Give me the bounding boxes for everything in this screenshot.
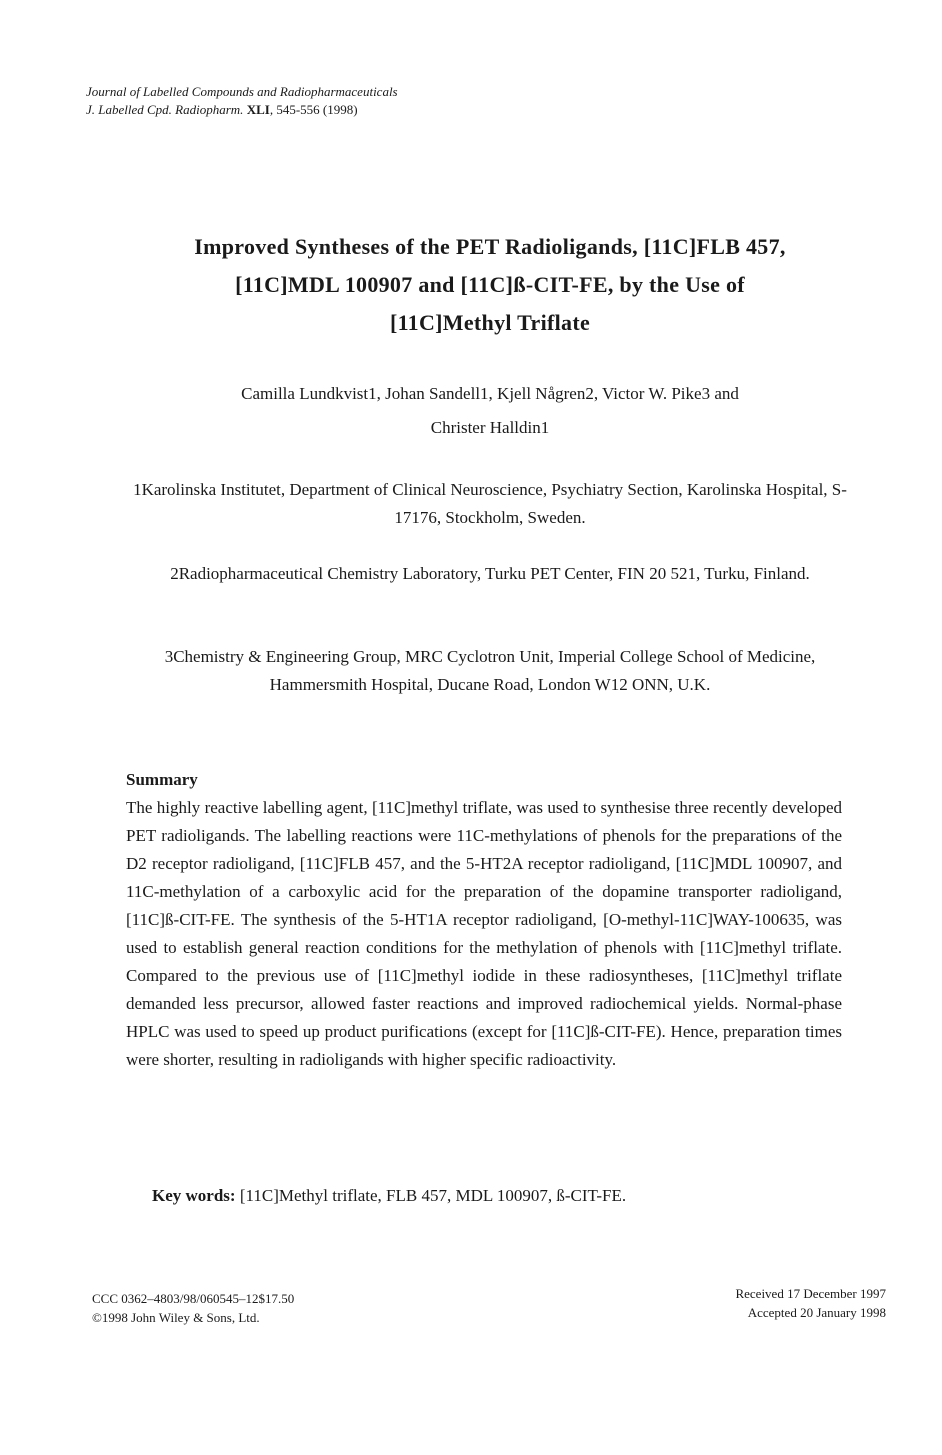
title-line-1: Improved Syntheses of the PET Radioligands, [11C]FLB 457, <box>194 234 786 259</box>
accepted-date: Accepted 20 January 1998 <box>747 1305 886 1320</box>
journal-header <box>86 83 398 119</box>
received-date: Received 17 December 1997 <box>735 1286 886 1301</box>
authors-line-2: Christer Halldin1 <box>430 418 550 437</box>
ccc-code: CCC 0362–4803/98/060545–12$17.50 <box>92 1291 295 1306</box>
author-list <box>140 375 840 447</box>
journal-name: Journal of Labelled Compounds and Radiopharmaceuticals <box>86 84 398 99</box>
affiliation-3: 3Chemistry & Engineering Group, MRC Cyclotron Unit, Imperial College School of Medicine, Hammersmith Hospital, Ducane Road, London W12 ONN, U.K. <box>164 647 816 694</box>
keywords-label: Key words: <box>152 1186 236 1205</box>
affiliation-1: 1Karolinska Institutet, Department of Clinical Neuroscience, Psychiatry Section, Karolinska Hospital, S-17176, Stockholm, Sweden. <box>133 480 847 527</box>
copyright: ©1998 John Wiley & Sons, Ltd. <box>92 1310 260 1325</box>
footer-left <box>92 1289 294 1327</box>
journal-volume: XLI <box>246 102 270 117</box>
affiliation-2: 2Radiopharmaceutical Chemistry Laboratory, Turku PET Center, FIN 20 521, Turku, Finland. <box>170 564 810 583</box>
journal-abbrev: J. Labelled Cpd. Radiopharm. <box>86 102 244 117</box>
paper-title <box>120 228 860 342</box>
title-line-3: [11C]Methyl Triflate <box>389 310 591 335</box>
summary-heading: Summary <box>126 770 198 789</box>
authors-line-1: Camilla Lundkvist1, Johan Sandell1, Kjell Någren2, Victor W. Pike3 and <box>241 384 739 403</box>
journal-citation: J. Labelled Cpd. Radiopharm. XLI, 545-556 (1998) <box>86 102 358 117</box>
keywords-text: [11C]Methyl triflate, FLB 457, MDL 100907, ß-CIT-FE. <box>239 1186 627 1205</box>
keywords <box>152 1186 626 1206</box>
footer-right <box>735 1284 886 1322</box>
summary-text: The highly reactive labelling agent, [11C]methyl triflate, was used to synthesise three recently developed PET radioligands. The labelling reactions were 11C-methylations of phenols for the preparations of the D2 receptor radioligand, [11C]FLB 457, and the 5-HT2A receptor radioligand, [11C]MDL 100907, and 11C-methylation of a carboxylic acid for the preparation of the dopamine transporter radioligand, [11C]ß-CIT-FE. The synthesis of the 5-HT1A receptor radioligand, [O-methyl-11C]WAY-100635, was used to establish general reaction conditions for the methylation of phenols with [11C]methyl triflate. Compared to the previous use of [11C]methyl iodide in these radiosyntheses, [11C]methyl triflate demanded less precursor, allowed faster reactions and improved radiochemical yields. Normal-phase HPLC was used to speed up product purifications (except for [11C]ß-CIT-FE). Hence, preparation times were shorter, resulting in radioligands with higher specific radioactivity. <box>126 798 842 1069</box>
title-line-2: [11C]MDL 100907 and [11C]ß-CIT-FE, by the Use of <box>235 272 745 297</box>
journal-pages: 545-556 (1998) <box>276 102 358 117</box>
